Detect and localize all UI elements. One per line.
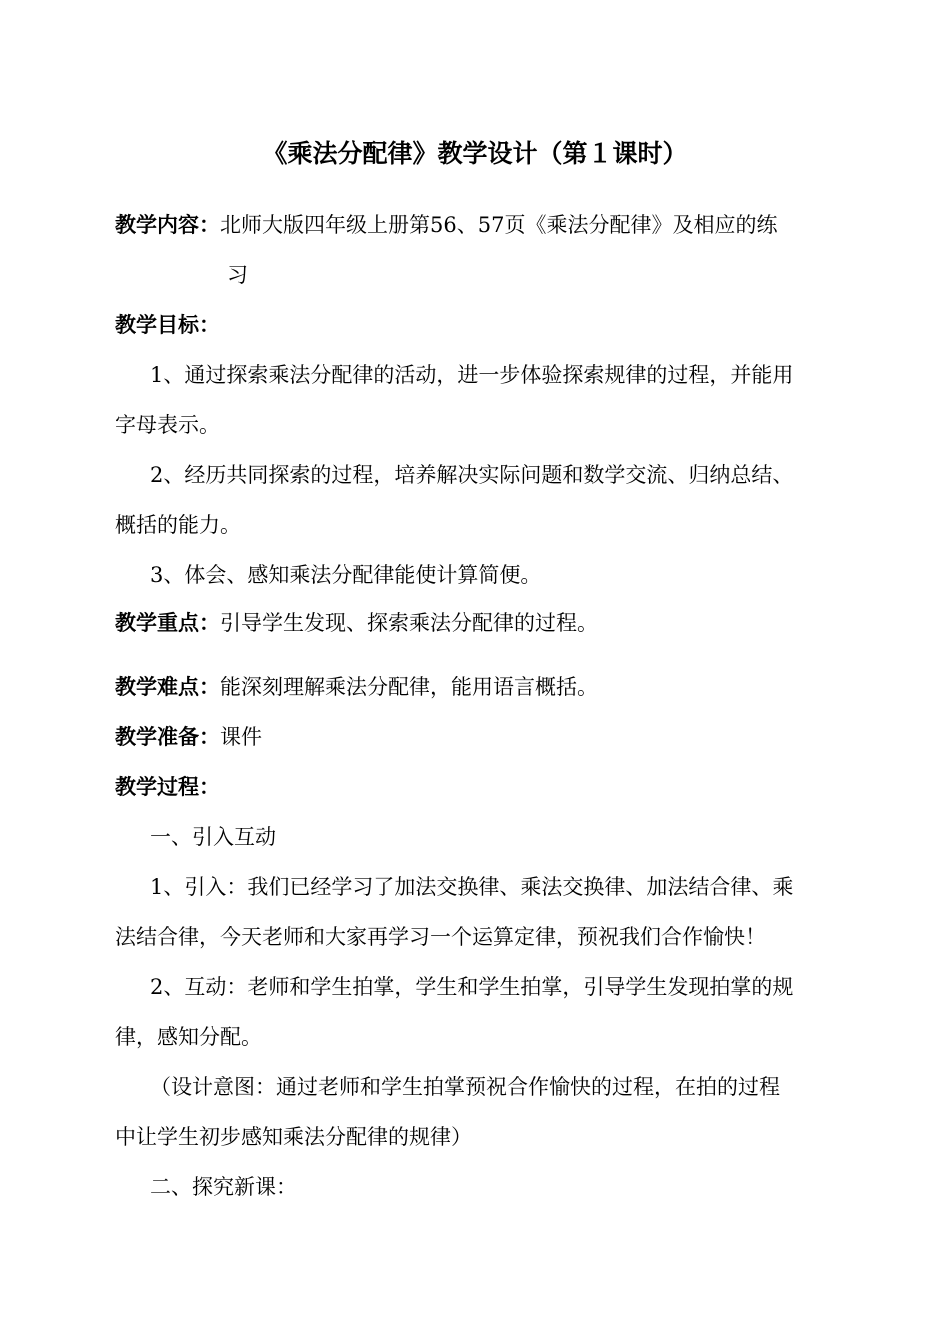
preparation-text: 课件 (220, 725, 262, 749)
design-intent-line-2: 中让学生初步感知乘法分配律的规律） (115, 1125, 472, 1149)
difficulty-text: 能深刻理解乘法分配律，能用语言概括。 (220, 675, 598, 699)
objectives-heading (115, 310, 220, 340)
step-1-line-2: 法结合律，今天老师和大家再学习一个运算定律，预祝我们合作愉快！ (115, 925, 766, 949)
step-2-line-2: 律，感知分配。 (115, 1025, 262, 1049)
objectives-label: 教学目标： (115, 313, 220, 337)
document-title: 《乘法分配律》教学设计（第１课时） (262, 139, 688, 168)
teaching-content-label: 教学内容： (115, 213, 220, 237)
objective-2-line-2: 概括的能力。 (115, 513, 241, 537)
difficulty (115, 672, 598, 702)
step-1-line-1: 1、引入：我们已经学习了加法交换律、乘法交换律、加法结合律、乘 (150, 875, 794, 899)
process-heading (115, 772, 220, 802)
section-1-heading: 一、引入互动 (150, 825, 276, 849)
preparation-label: 教学准备： (115, 725, 220, 749)
step-2-line-1: 2、互动：老师和学生拍掌，学生和学生拍掌，引导学生发现拍掌的规 (150, 975, 794, 999)
objective-1-line-2: 字母表示。 (115, 413, 220, 437)
design-intent-line-1: （设计意图：通过老师和学生拍掌预祝合作愉快的过程，在拍的过程 (150, 1075, 780, 1099)
key-point-text: 引导学生发现、探索乘法分配律的过程。 (220, 611, 598, 635)
key-point (115, 608, 598, 638)
preparation (115, 722, 262, 752)
difficulty-label: 教学难点： (115, 675, 220, 699)
section-2-heading: 二、探究新课： (150, 1175, 297, 1199)
teaching-content-continuation: 习 (227, 263, 248, 287)
process-label: 教学过程： (115, 775, 220, 799)
objective-3: 3、体会、感知乘法分配律能使计算简便。 (150, 563, 542, 587)
key-point-label: 教学重点： (115, 611, 220, 635)
teaching-content-text: 北师大版四年级上册第56、57页《乘法分配律》及相应的练 (220, 213, 778, 237)
teaching-content (115, 210, 777, 240)
objective-1-line-1: 1、通过探索乘法分配律的活动，进一步体验探索规律的过程，并能用 (150, 363, 794, 387)
objective-2-line-1: 2、经历共同探索的过程，培养解决实际问题和数学交流、归纳总结、 (150, 463, 794, 487)
